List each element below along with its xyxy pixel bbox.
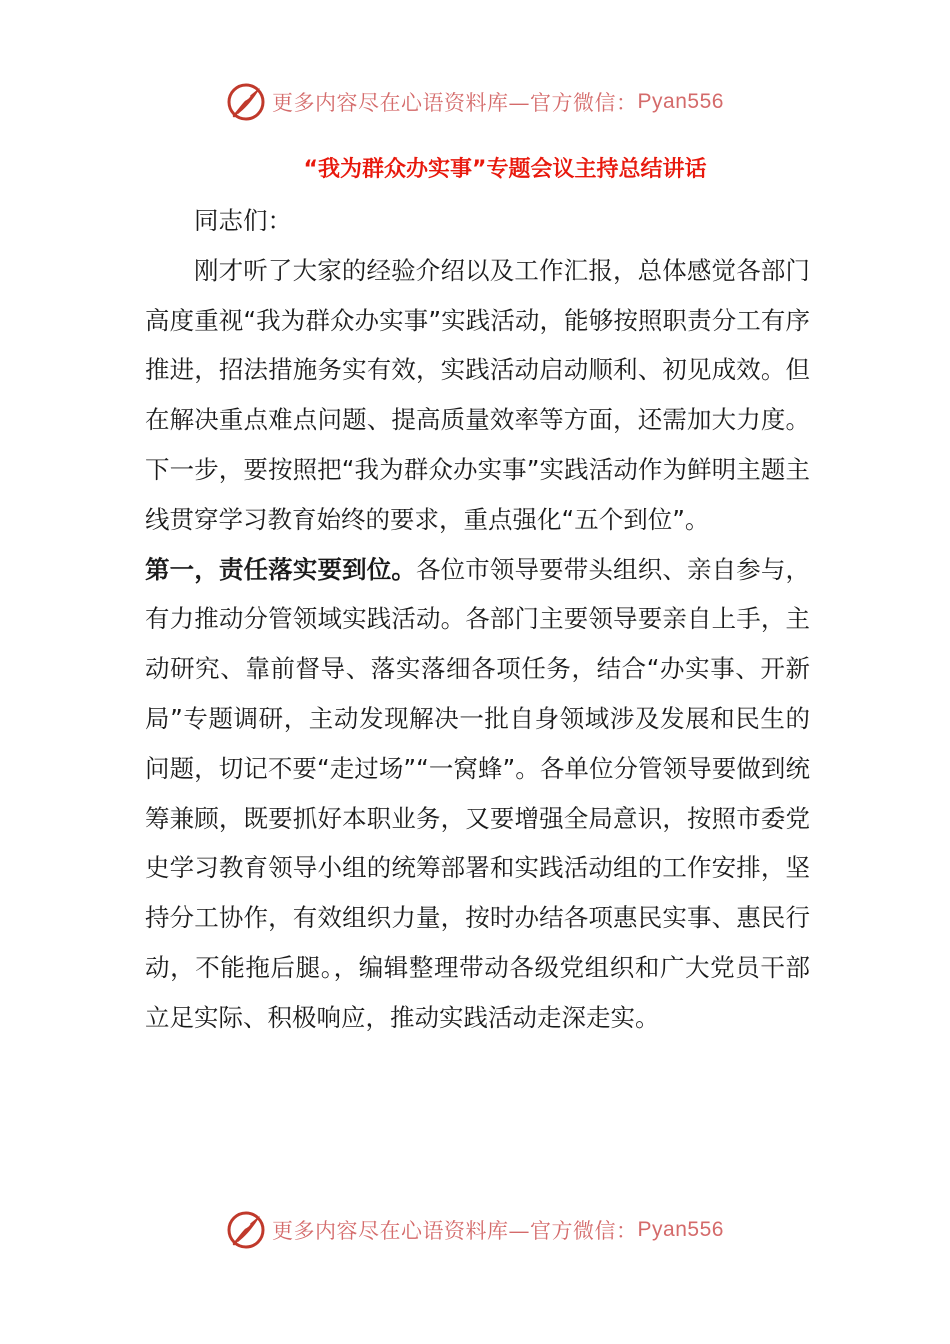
footer-banner [0,1208,950,1252]
wechat-handle: Pyan556 [637,1218,724,1241]
quill-logo-icon [226,82,266,122]
header-banner [0,80,950,124]
wechat-handle: Pyan556 [637,90,724,113]
section-heading: 第一，责任落实要到位。 [145,554,416,584]
paragraph: 刚才听了大家的经验介绍以及工作汇报，总体感觉各部门高度重视“我为群众办实事”实践活动，能够按照职责分工有序推进，招法措施务实有效，实践活动启动顺利、初见成效。但在解决重点难点问题、提高质量效率等方面，还需加大力度。下一步，要按照把“我为群众办实事”实践活动作为鲜明主题主线贯穿学习教育始终的要求，重点强化“五个到位”。 [145,255,810,534]
salutation: 同志们： [194,206,292,235]
banner-text: 更多内容尽在心语资料库—官方微信： [272,1219,638,1243]
document-title: “我为群众办实事”专题会议主持总结讲话 [303,157,707,182]
quill-logo-icon [226,1210,266,1250]
document-body [145,196,810,1043]
paragraph [145,545,810,1043]
banner-text: 更多内容尽在心语资料库—官方微信： [272,91,638,115]
paragraph-body: 各位市领导要带头组织、亲自参与，有力推动分管领域实践活动。各部门主要领导要亲自上手，主动研究、靠前督导、落实落细各项任务，结合“办实事、开新局”专题调研，主动发现解决一批自身领域涉及发展和民生的问题，切记不要“走过场”“一窝蜂”。各单位分管领导要做到统筹兼顾，既要抓好本职业务，又要增强全局意识，按照市委党史学习教育领导小组的统筹部署和实践活动组的工作安排，坚持分工协作，有效组织力量，按时办结各项惠民实事、惠民行动，不能拖后腿。，编辑整理带动各级党组织和广大党员干部立足实际、积极响应，推动实践活动走深走实。 [145,554,811,1032]
